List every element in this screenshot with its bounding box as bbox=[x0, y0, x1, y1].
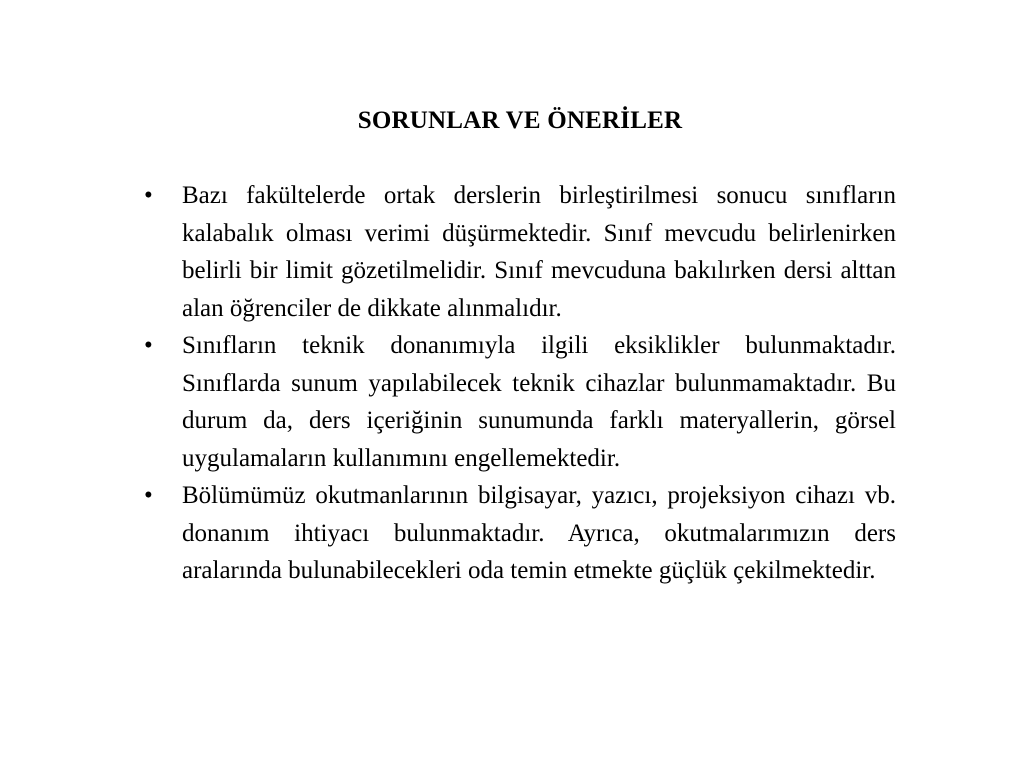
bullet-text: Bazı fakültelerde ortak derslerin birleştirilmesi sonucu sınıfların kalabalık olması verimi düşürmektedir. Sınıf mevcudu belirlenirken belirli bir limit gözetilmelidir. Sınıf mevcuduna bakılırken dersi alttan alan öğrenciler de dikkate alınmalıdır. bbox=[182, 182, 896, 322]
bullet-dot-icon: • bbox=[144, 332, 153, 359]
bullet-dot-icon: • bbox=[144, 482, 153, 509]
bullet-item bbox=[144, 477, 896, 590]
bullet-dot-icon: • bbox=[144, 182, 153, 209]
slide-title: SORUNLAR VE ÖNERİLER bbox=[357, 107, 683, 134]
bullet-text: Sınıfların teknik donanımıyla ilgili eksiklikler bulunmaktadır. Sınıflarda sunum yapılabilecek teknik cihazlar bulunmamaktadır. Bu durum da, ders içeriğinin sunumunda farklı materyallerin, görsel uygulamaların kullanımını engellemektedir. bbox=[182, 332, 896, 472]
bullet-list bbox=[144, 177, 896, 590]
bullet-item bbox=[144, 177, 896, 327]
bullet-item bbox=[144, 327, 896, 477]
bullet-text: Bölümümüz okutmanlarının bilgisayar, yazıcı, projeksiyon cihazı vb. donanım ihtiyacı bulunmaktadır. Ayrıca, okutmalarımızın ders aralarında bulunabilecekleri oda temin etmekte güçlük çekilmektedir. bbox=[182, 482, 896, 584]
